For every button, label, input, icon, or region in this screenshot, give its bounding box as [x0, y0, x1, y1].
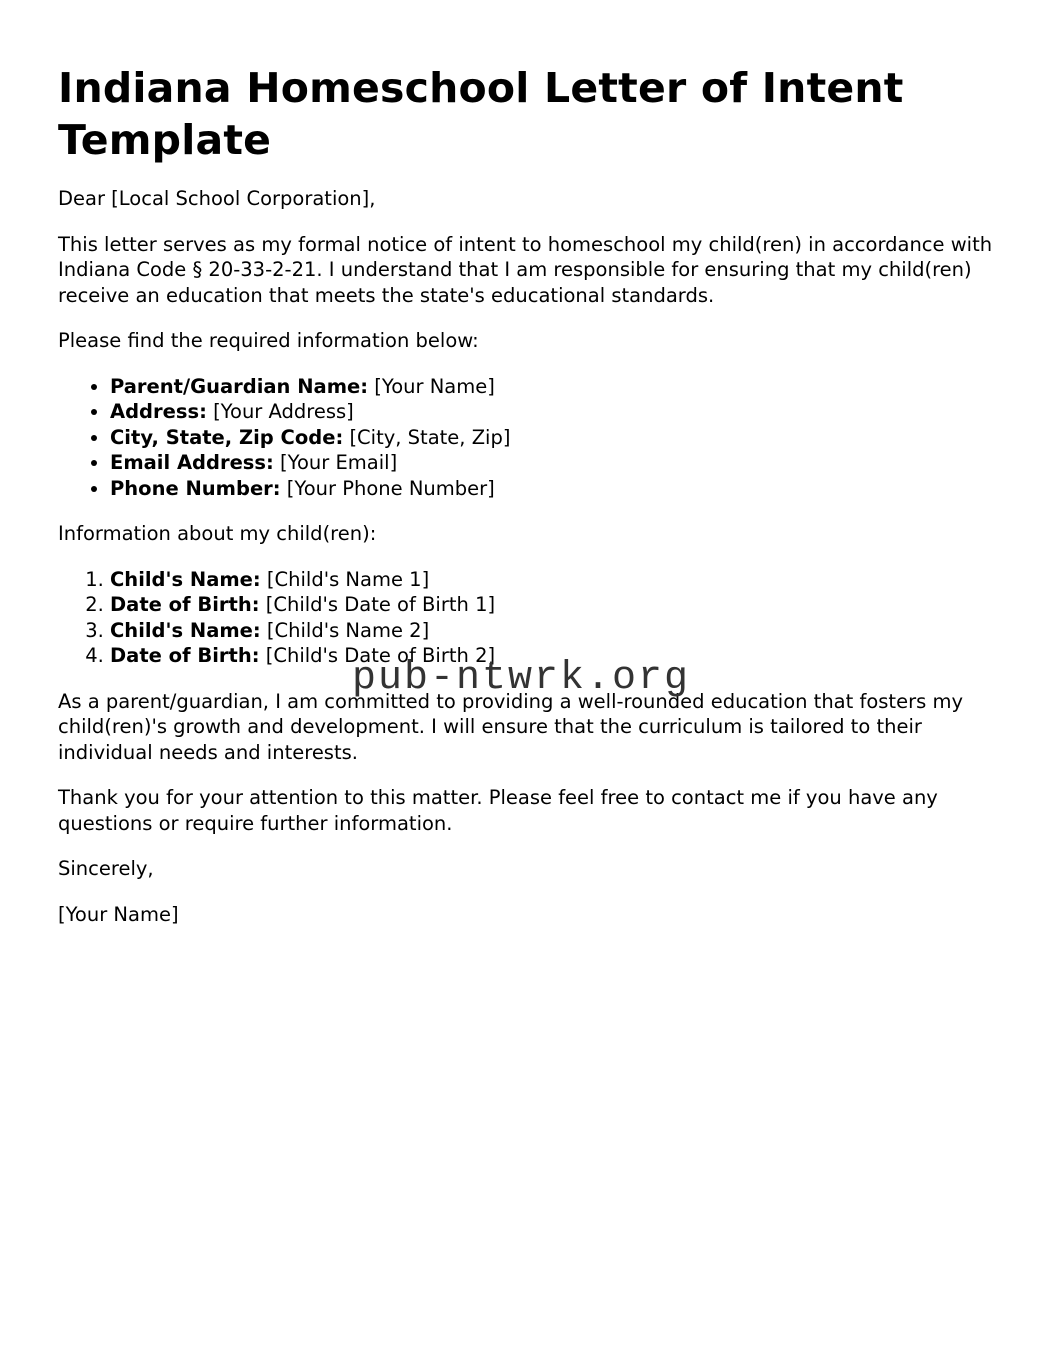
salutation: Dear [Local School Corporation],	[58, 187, 376, 210]
item-label: Phone Number:	[110, 476, 281, 500]
required-info-list	[58, 374, 997, 502]
list-item	[110, 450, 997, 476]
list-item	[110, 592, 997, 618]
intro-paragraph: This letter serves as my formal notice of intent to homeschool my child(ren) in accordance with Indiana Code § 20-33-2-21. I understand that I am responsible for ensuring that my child(ren) receive an education that meets the state's educational standards.	[58, 232, 993, 307]
required-info-intro: Please find the required information below:	[58, 329, 479, 352]
item-value: [Child's Date of Birth 2]	[265, 644, 496, 667]
item-value: [Your Address]	[213, 400, 354, 423]
thanks-paragraph: Thank you for your attention to this matter. Please feel free to contact me if you have any questions or require further information.	[58, 786, 938, 835]
list-item	[110, 567, 997, 593]
list-item	[110, 374, 997, 400]
commitment-paragraph: As a parent/guardian, I am committed to providing a well-rounded education that fosters my child(ren)'s growth and development. I will ensure that the curriculum is tailored to their individual needs and interests.	[58, 689, 963, 764]
item-label: Date of Birth:	[110, 644, 260, 667]
item-label: City, State, Zip Code:	[110, 425, 344, 449]
list-item	[110, 643, 997, 669]
signature: [Your Name]	[58, 902, 179, 926]
item-value: [Your Email]	[280, 451, 398, 474]
item-value: [Child's Name 1]	[266, 567, 430, 591]
item-label: Date of Birth:	[110, 593, 260, 616]
item-value: [City, State, Zip]	[349, 425, 511, 449]
list-item	[110, 476, 997, 502]
item-value: [Child's Date of Birth 1]	[265, 593, 496, 616]
item-value: [Your Phone Number]	[286, 476, 495, 500]
item-value: [Child's Name 2]	[266, 618, 430, 642]
watermark: pub-ntwrk.org	[352, 656, 691, 701]
list-item	[110, 618, 997, 644]
page-title: Indiana Homeschool Letter of Intent Template	[58, 64, 904, 164]
item-label: Email Address:	[110, 451, 274, 474]
item-label: Address:	[110, 400, 207, 423]
children-info-intro: Information about my child(ren):	[58, 522, 377, 545]
item-label: Child's Name:	[110, 618, 261, 642]
item-value: [Your Name]	[374, 374, 495, 398]
list-item	[110, 399, 997, 425]
letter-content	[58, 62, 997, 947]
item-label: Parent/Guardian Name:	[110, 374, 369, 398]
sign-off: Sincerely,	[58, 857, 154, 880]
list-item	[110, 425, 997, 451]
item-label: Child's Name:	[110, 567, 261, 591]
children-info-list	[58, 567, 997, 669]
